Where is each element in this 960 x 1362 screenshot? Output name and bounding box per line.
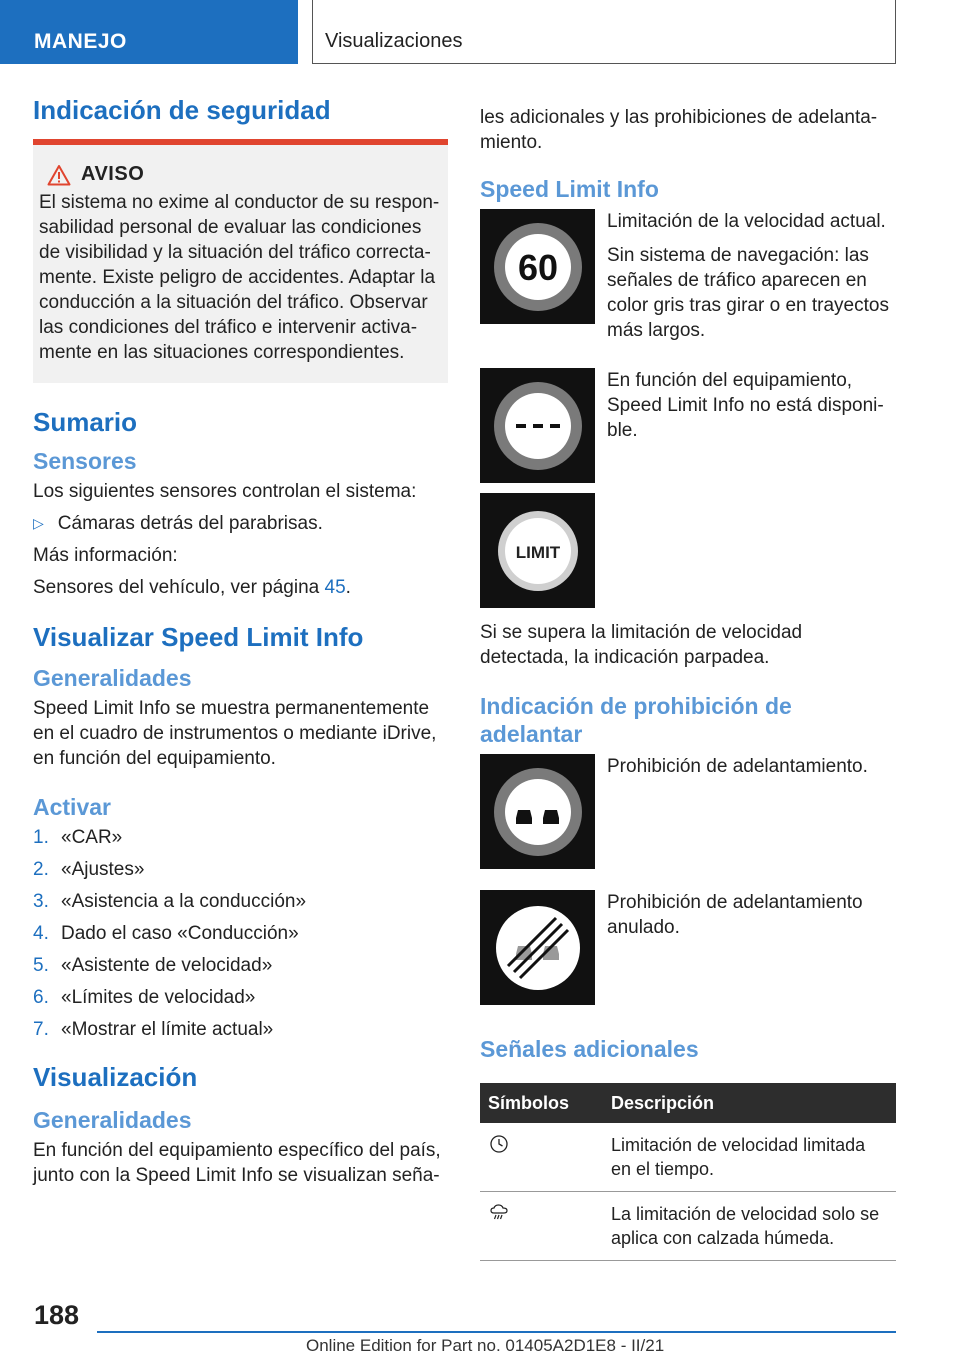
list-item: 1. «CAR» xyxy=(33,827,123,848)
warning-notice-header xyxy=(39,163,442,186)
speed-limit-unavailable-sign xyxy=(480,368,595,483)
heading-generalidades-1: Generalidades xyxy=(33,665,192,691)
warning-notice xyxy=(33,139,448,383)
end-no-overtaking-sign xyxy=(480,890,595,1005)
no-overtaking-text xyxy=(607,754,868,869)
list-item: 4. Dado el caso «Conducción» xyxy=(33,923,299,944)
heading-generalidades-2: Generalidades xyxy=(33,1107,192,1133)
warning-triangle-icon xyxy=(47,164,71,186)
warning-title: AVISO xyxy=(81,163,145,185)
list-item: 3. «Asistencia a la conducción» xyxy=(33,891,307,912)
warning-text: El sistema no exime al conductor de su respon-sabilidad personal de evaluar las condiciones de visibilidad y la situación del tráfico correcta-mente. Existe peligro de accidentes. Adaptar la conducción a la situación del tráfico. Observar las condiciones del tráfico e intervenir activa-mente en las situaciones correspondientes. xyxy=(39,192,440,363)
sign-row-unavailable xyxy=(480,368,896,483)
generalidades-1-text: Speed Limit Info se muestra permanentemente en el cuadro de instrumentos o mediante iDrive, en función del equipamiento. xyxy=(33,698,437,769)
prohibicion-anulado-paragraph: Prohibición de adelantamiento anulado. xyxy=(607,892,863,938)
svg-text:LIMIT: LIMIT xyxy=(515,542,560,562)
heading-sensores: Sensores xyxy=(33,448,137,474)
limit-sign xyxy=(480,493,595,608)
svg-text:60: 60 xyxy=(517,246,558,288)
sli-paragraph-2: Sin sistema de navegación: las señales de tráfico aparecen en color gris tras girar o en trayectos más largos. xyxy=(607,245,889,341)
list-item: 2. «Ajustes» xyxy=(33,859,145,880)
left-column xyxy=(33,95,448,1188)
description-cell: Limitación de velocidad limitada en el tiempo. xyxy=(603,1123,896,1192)
description-cell: La limitación de velocidad solo se aplica con calzada húmeda. xyxy=(603,1192,896,1261)
mas-info-label: Más información: xyxy=(33,545,178,566)
heading-senales-adicionales: Señales adicionales xyxy=(480,1036,699,1062)
sli-paragraph-1: Limitación de la velocidad actual. xyxy=(607,211,886,232)
sign-row-no-overtaking xyxy=(480,754,896,869)
heading-activar: Activar xyxy=(33,794,111,820)
additional-signs-table xyxy=(480,1083,896,1261)
header-section-tab xyxy=(0,0,298,64)
header-chapter-box xyxy=(312,0,896,64)
prohibicion-paragraph: Prohibición de adelantamiento. xyxy=(607,756,868,777)
list-item: 7. «Mostrar el límite actual» xyxy=(33,1019,274,1040)
table-row xyxy=(480,1123,896,1192)
rain-cloud-icon xyxy=(488,1202,512,1224)
symbol-cell xyxy=(480,1123,603,1192)
heading-sumario: Sumario xyxy=(33,407,138,437)
page-link[interactable]: 45 xyxy=(324,577,346,598)
sli-paragraph-3: En función del equipamiento, Speed Limit Info no está disponi-ble. xyxy=(607,370,884,441)
cross-reference-text: Sensores del vehículo, ver página xyxy=(33,577,325,598)
speed-limit-unavailable-icon xyxy=(488,376,588,476)
cross-reference xyxy=(33,575,448,600)
speed-limit-sign-icon xyxy=(488,217,588,317)
activation-steps xyxy=(33,825,448,1042)
heading-seguridad: Indicación de seguridad xyxy=(33,95,331,125)
heading-visualizar: Visualizar Speed Limit Info xyxy=(33,622,364,652)
sensores-item: Cámaras detrás del parabrisas. xyxy=(57,513,323,534)
heading-speed-limit-info: Speed Limit Info xyxy=(480,176,659,202)
sign-row-60 xyxy=(480,209,896,352)
right-column xyxy=(480,95,896,1261)
table-header-row xyxy=(480,1083,896,1123)
limit-sign-icon xyxy=(488,501,588,601)
footer-divider xyxy=(97,1331,896,1333)
no-overtaking-sign xyxy=(480,754,595,869)
header-chapter-label: Visualizaciones xyxy=(325,30,463,52)
bullet-triangle-icon: ▷ xyxy=(33,515,44,531)
continued-text: les adicionales y las prohibiciones de adelanta-miento. xyxy=(480,107,878,153)
col-symbols: Símbolos xyxy=(480,1083,603,1123)
sign-row-end-no-overtaking xyxy=(480,890,896,1005)
sign-unavailable-text xyxy=(607,368,896,483)
symbol-cell xyxy=(480,1192,603,1261)
generalidades-2-text: En función del equipamiento específico del país, junto con la Speed Limit Info se visualizan seña- xyxy=(33,1140,441,1186)
clock-icon xyxy=(488,1133,510,1155)
end-no-overtaking-text xyxy=(607,890,896,1005)
no-overtaking-icon xyxy=(488,762,588,862)
speed-limit-60-sign xyxy=(480,209,595,324)
heading-prohibicion: Indicación de prohibición de adelantar xyxy=(480,693,792,747)
list-item: 6. «Límites de velocidad» xyxy=(33,987,256,1008)
col-description: Descripción xyxy=(603,1083,896,1123)
list-item: 5. «Asistente de velocidad» xyxy=(33,955,273,976)
sign-60-text xyxy=(607,209,896,352)
heading-visualizacion: Visualización xyxy=(33,1062,198,1092)
cross-reference-end: . xyxy=(345,577,351,598)
header-section-label: MANEJO xyxy=(34,30,127,53)
page-number: 188 xyxy=(34,1300,80,1330)
sensores-intro: Los siguientes sensores controlan el sistema: xyxy=(33,481,417,502)
exceed-text: Si se supera la limitación de velocidad detectada, la indicación parpadea. xyxy=(480,622,803,668)
list-item xyxy=(33,511,448,536)
sign-row-limit xyxy=(480,493,896,608)
table-row xyxy=(480,1192,896,1261)
footer-edition: Online Edition for Part no. 01405A2D1E8 - II/21 xyxy=(306,1336,665,1355)
end-no-overtaking-icon xyxy=(488,898,588,998)
